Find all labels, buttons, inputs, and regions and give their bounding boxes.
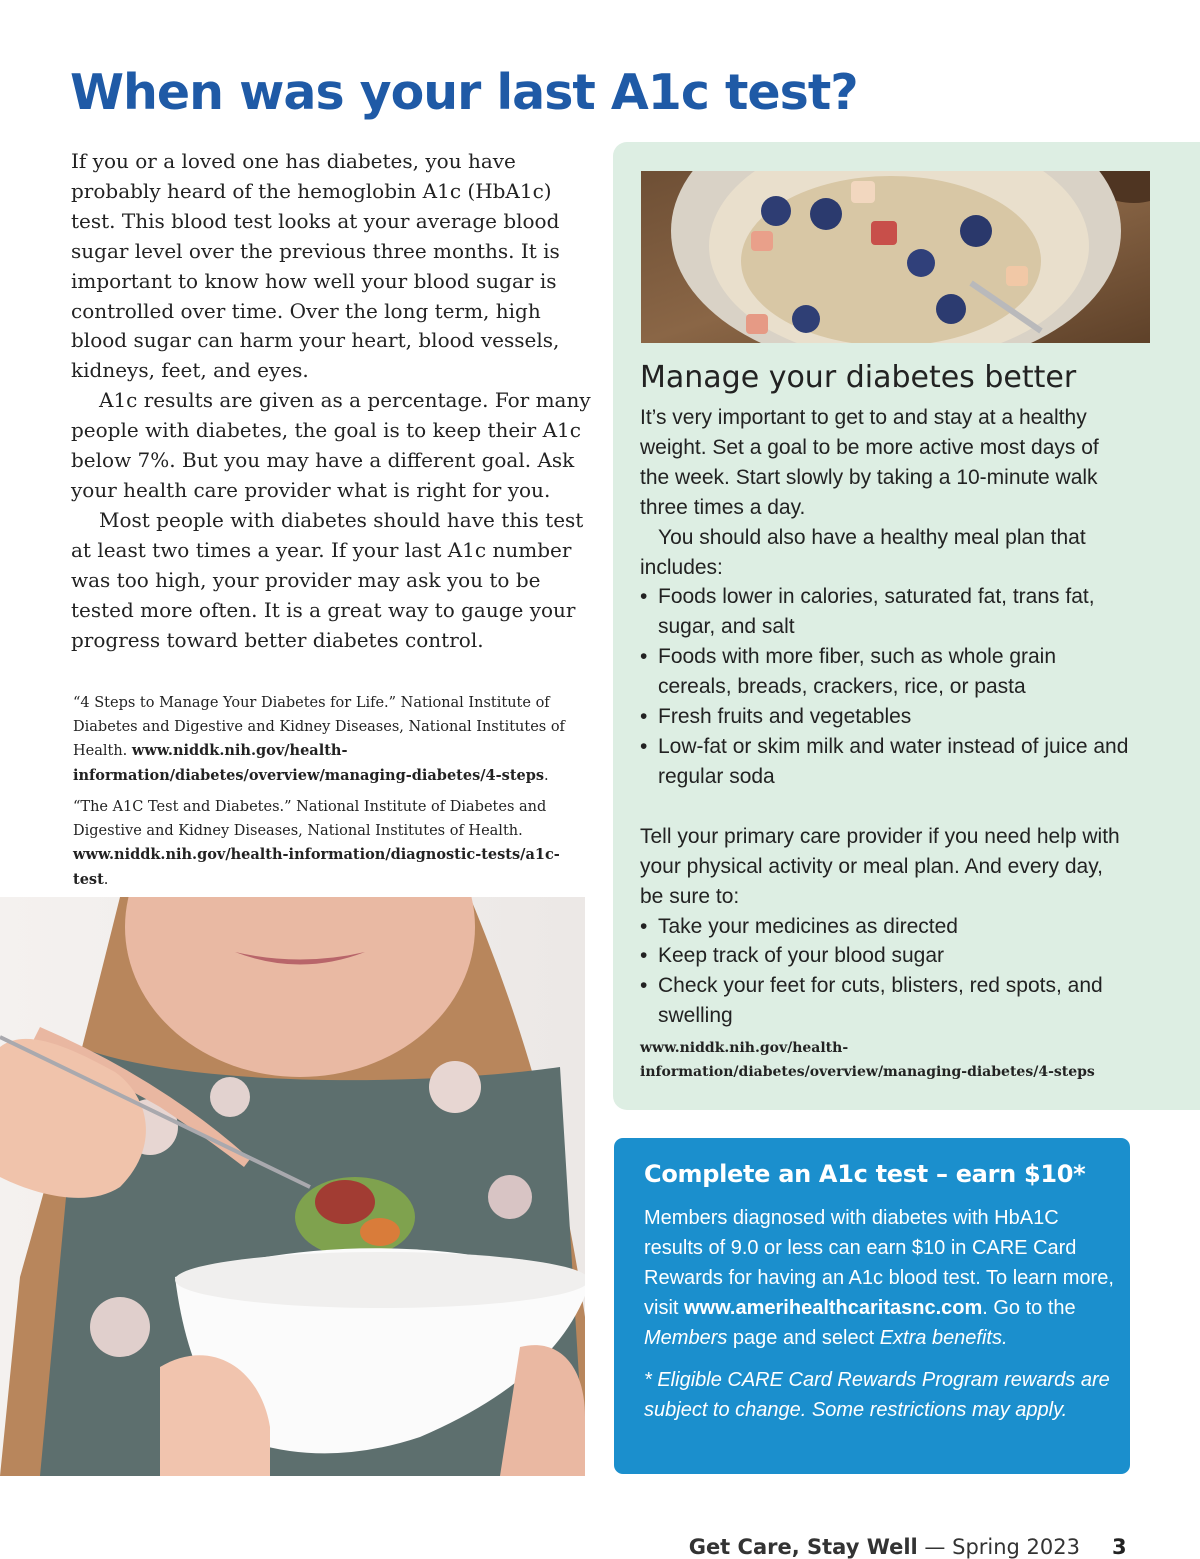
- meal-plan-intro: You should also have a healthy meal plan that includes:: [640, 525, 1086, 579]
- website-link[interactable]: www.amerihealthcaritasnc.com: [684, 1297, 983, 1319]
- article-paragraph: If you or a loved one has diabetes, you have probably heard of the hemoglobin A1c (HbA1c) test. This blood test looks at your average blood sugar level over the previous three months. It is important to know how well your blood sugar is controlled over time. Over the long term, high blood sugar can harm your heart, blood vessels, kidneys, feet, and eyes.: [71, 149, 560, 383]
- list-item: • Foods with more fiber, such as whole grain cereals, breads, crackers, rice, or pasta: [640, 642, 1130, 702]
- reference-item: [73, 796, 593, 892]
- publication-name: Get Care, Stay Well: [688, 1535, 918, 1559]
- members-page-label: Members: [644, 1327, 728, 1349]
- article-paragraph: Most people with diabetes should have this test at least two times a year. If your last A1c number was too high, your provider may ask you to be tested more often. It is a great way to gauge your progress toward better diabetes control.: [71, 507, 584, 652]
- list-item: • Check your feet for cuts, blisters, red spots, and swelling: [640, 971, 1130, 1031]
- panel-intro: It’s very important to get to and stay at a healthy weight. Set a goal to be more active most days of the week. Start slowly by taking a 10-minute walk three times a day.: [640, 406, 1099, 519]
- spacer: [640, 792, 1130, 822]
- issue-name: Spring 2023: [952, 1535, 1080, 1559]
- reward-heading: Complete an A1c test – earn $10*: [644, 1160, 1086, 1188]
- reward-text: Members diagnosed with diabetes with HbA1C results of 9.0 or less can earn $10 in CARE Card Rewards for having an A1c blood test. To learn more, visit: [644, 1207, 1114, 1319]
- woman-eating-salad-photo: [0, 897, 585, 1476]
- list-item: • Take your medicines as directed: [640, 912, 1130, 942]
- reward-disclaimer: * Eligible CARE Card Rewards Program rewards are subject to change. Some restrictions may apply.: [644, 1369, 1110, 1421]
- tell-provider-text: Tell your primary care provider if you need help with your physical activity or meal plan. And every day, be sure to:: [640, 824, 1120, 908]
- references: [73, 692, 593, 900]
- reference-end: .: [103, 871, 109, 888]
- daily-list: [640, 912, 1130, 1032]
- reference-item: [73, 692, 593, 788]
- panel-heading: Manage your diabetes better: [640, 360, 1077, 395]
- article-body: [71, 147, 591, 655]
- list-item: • Foods lower in calories, saturated fat, trans fat, sugar, and salt: [640, 582, 1130, 642]
- extra-benefits-label: Extra benefits.: [879, 1327, 1008, 1349]
- reference-link[interactable]: www.niddk.nih.gov/health-information/diagnostic-tests/a1c-test: [73, 846, 560, 888]
- reference-citation: “The A1C Test and Diabetes.” National Institute of Diabetes and Digestive and Kidney Diseases, National Institutes of Health.: [73, 799, 547, 839]
- reward-text: page and select: [727, 1327, 880, 1349]
- reference-end: .: [544, 767, 549, 784]
- reward-text: . Go to the: [982, 1297, 1076, 1319]
- panel-body: [640, 403, 1130, 1031]
- article-paragraph: A1c results are given as a percentage. For many people with diabetes, the goal is to keep their A1c below 7%. But you may have a different goal. Ask your health care provider what is right for you.: [71, 388, 591, 502]
- list-item: • Fresh fruits and vegetables: [640, 702, 1130, 732]
- footer: [689, 1535, 1080, 1559]
- meal-plan-list: [640, 582, 1130, 791]
- list-item: • Keep track of your blood sugar: [640, 941, 1130, 971]
- panel-source-link[interactable]: www.niddk.nih.gov/health-information/diabetes/overview/managing-diabetes/4-steps: [640, 1040, 1095, 1080]
- page-number: 3: [1112, 1535, 1127, 1559]
- reward-description: [644, 1203, 1114, 1353]
- reward-body: [644, 1203, 1114, 1425]
- list-item: • Low-fat or skim milk and water instead of juice and regular soda: [640, 732, 1130, 792]
- reference-link[interactable]: www.niddk.nih.gov/health-information/diabetes/overview/managing-diabetes/4-steps: [73, 742, 545, 784]
- footer-dash: —: [917, 1535, 953, 1559]
- page-title: When was your last A1c test?: [70, 64, 858, 121]
- reference-citation: “4 Steps to Manage Your Diabetes for Life.” National Institute of Diabetes and Digestive and Kidney Diseases, National Institutes of Health.: [73, 695, 565, 759]
- oatmeal-bowl-photo: [641, 171, 1150, 343]
